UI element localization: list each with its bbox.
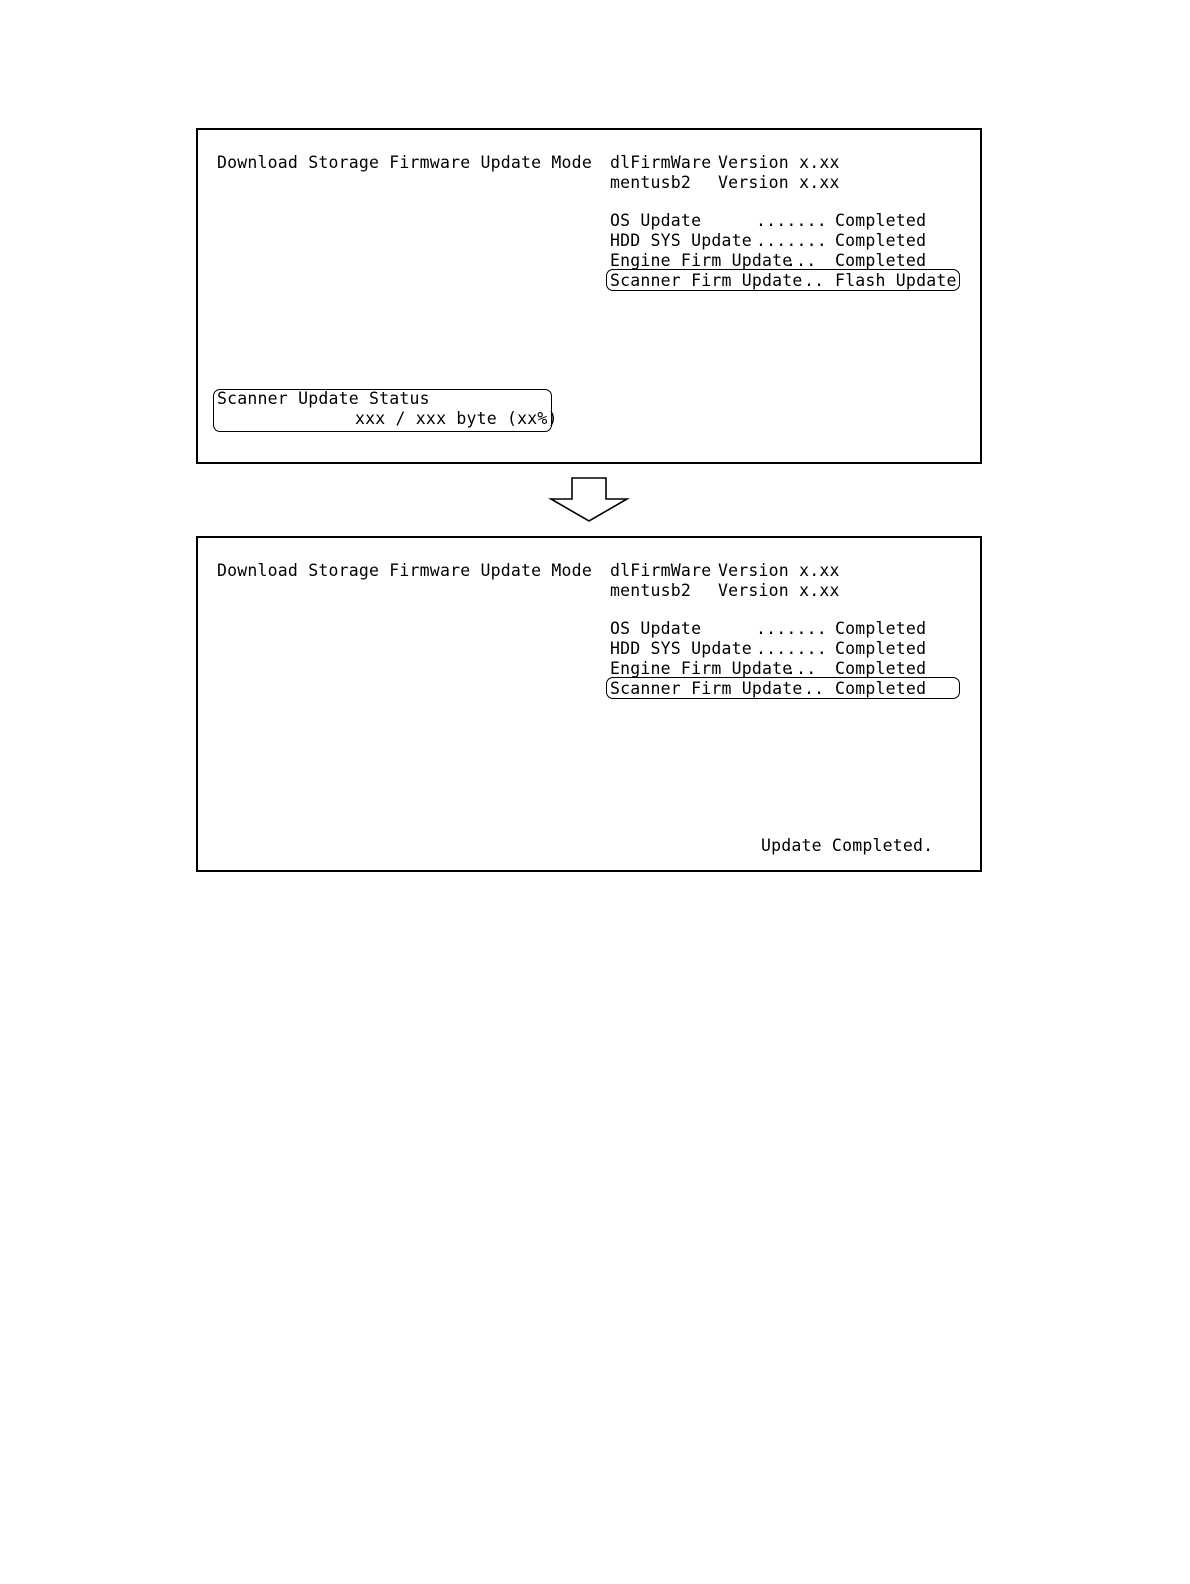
version-label-dlfirmware: dlFirmWare [610, 561, 712, 580]
version-value-mentusb2: Version x.xx [718, 581, 840, 600]
update-status-engine-firm: Completed [835, 659, 927, 678]
update-status-scanner-firm: Flash Update [835, 271, 957, 290]
update-status-scanner-firm: Completed [835, 679, 927, 698]
update-label-hdd-sys: HDD SYS Update [610, 231, 752, 250]
version-value-mentusb2: Version x.xx [718, 173, 840, 192]
update-status-hdd-sys: Completed [835, 639, 927, 658]
update-status-os: Completed [835, 211, 927, 230]
update-dots-engine-firm: ... [786, 659, 817, 678]
mode-title: Download Storage Firmware Update Mode [217, 561, 592, 580]
version-value-dlfirmware: Version x.xx [718, 561, 840, 580]
update-label-os: OS Update [610, 211, 702, 230]
mode-title: Download Storage Firmware Update Mode [217, 153, 592, 172]
update-status-hdd-sys: Completed [835, 231, 927, 250]
update-label-scanner-firm: Scanner Firm Update [610, 679, 803, 698]
update-dots-scanner-firm: .. [804, 271, 825, 290]
scanner-status-title: Scanner Update Status [217, 389, 430, 408]
update-dots-scanner-firm: .. [804, 679, 825, 698]
update-status-os: Completed [835, 619, 927, 638]
version-label-dlfirmware: dlFirmWare [610, 153, 712, 172]
update-dots-os: ....... [756, 619, 827, 638]
update-label-hdd-sys: HDD SYS Update [610, 639, 752, 658]
scanner-status-bytes: xxx / xxx byte (xx%) [355, 409, 558, 428]
update-label-engine-firm: Engine Firm Update [610, 659, 793, 678]
update-label-engine-firm: Engine Firm Update [610, 251, 793, 270]
update-status-engine-firm: Completed [835, 251, 927, 270]
version-value-dlfirmware: Version x.xx [718, 153, 840, 172]
update-dots-hdd-sys: ....... [756, 231, 827, 250]
update-completed-message: Update Completed. [761, 836, 934, 855]
update-label-scanner-firm: Scanner Firm Update [610, 271, 803, 290]
version-label-mentusb2: mentusb2 [610, 581, 692, 600]
update-screen-in-progress [196, 128, 982, 464]
update-label-os: OS Update [610, 619, 702, 638]
update-dots-engine-firm: ... [786, 251, 817, 270]
down-arrow-icon [548, 477, 630, 523]
update-dots-hdd-sys: ....... [756, 639, 827, 658]
update-dots-os: ....... [756, 211, 827, 230]
update-screen-completed [196, 536, 982, 872]
version-label-mentusb2: mentusb2 [610, 173, 692, 192]
